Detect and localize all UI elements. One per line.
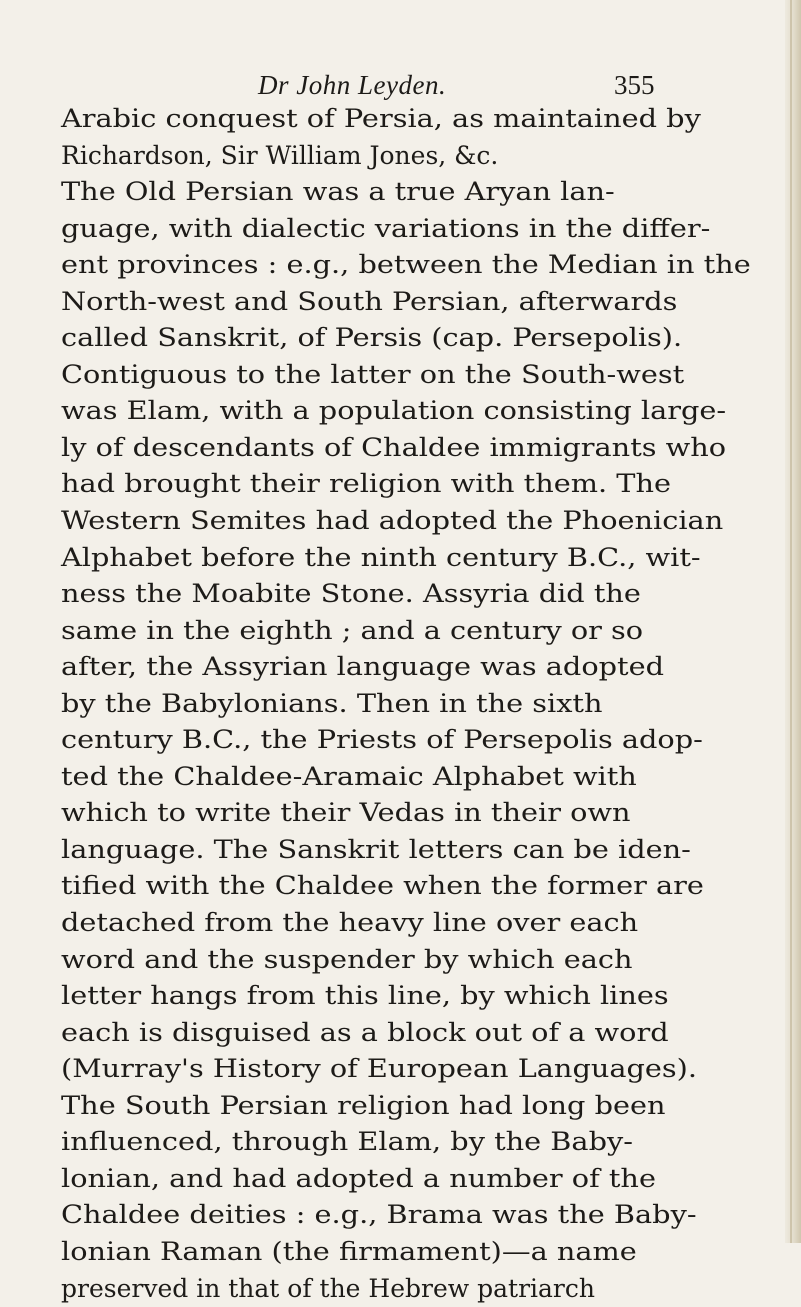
line-text: ly of descendants of Chaldee immigrants who bbox=[61, 430, 726, 467]
line-text: had brought their religion with them. The bbox=[61, 466, 671, 503]
line-text: Alphabet before the ninth century B.C., wit- bbox=[61, 540, 701, 577]
text-line bbox=[61, 320, 781, 357]
text-line bbox=[61, 1197, 781, 1234]
text-line bbox=[61, 613, 781, 650]
line-text: Chaldee deities : e.g., Brama was the Baby- bbox=[61, 1197, 697, 1234]
text-line bbox=[61, 978, 781, 1015]
text-line bbox=[61, 1161, 781, 1198]
text-line bbox=[61, 466, 781, 503]
line-text: influenced, through Elam, by the Baby- bbox=[61, 1124, 633, 1161]
text-line bbox=[61, 211, 781, 248]
text-line bbox=[61, 174, 781, 211]
line-text: ted the Chaldee-Aramaic Alphabet with bbox=[61, 759, 637, 796]
line-text: was Elam, with a population consisting large- bbox=[61, 393, 726, 430]
text-line bbox=[61, 138, 781, 175]
text-line bbox=[61, 649, 781, 686]
text-line bbox=[61, 1124, 781, 1161]
line-text: detached from the heavy line over each bbox=[61, 905, 638, 942]
text-line bbox=[61, 430, 781, 467]
line-text: ent provinces : e.g., between the Median in the bbox=[61, 247, 751, 284]
line-text: tified with the Chaldee when the former are bbox=[61, 868, 704, 905]
line-text: The South Persian religion had long been bbox=[61, 1088, 666, 1125]
line-text: after, the Assyrian language was adopted bbox=[61, 649, 664, 686]
page-number: 355 bbox=[614, 70, 655, 101]
text-line bbox=[61, 905, 781, 942]
text-line bbox=[61, 759, 781, 796]
text-line bbox=[61, 1088, 781, 1125]
line-text: ness the Moabite Stone. Assyria did the bbox=[61, 576, 641, 613]
line-text: which to write their Vedas in their own bbox=[61, 795, 631, 832]
text-line bbox=[61, 247, 781, 284]
text-line bbox=[61, 1015, 781, 1052]
line-text: century B.C., the Priests of Persepolis adop- bbox=[61, 722, 703, 759]
text-line bbox=[61, 101, 781, 138]
line-text: preserved in that of the Hebrew patriarch bbox=[61, 1271, 595, 1307]
text-line bbox=[61, 942, 781, 979]
line-text: The Old Persian was a true Aryan lan- bbox=[61, 174, 615, 211]
line-text: by the Babylonians. Then in the sixth bbox=[61, 686, 603, 723]
text-line bbox=[61, 576, 781, 613]
line-text: language. The Sanskrit letters can be iden- bbox=[61, 832, 691, 869]
body-text bbox=[61, 101, 781, 1307]
line-text: letter hangs from this line, by which lines bbox=[61, 978, 669, 1015]
line-text: North-west and South Persian, afterwards bbox=[61, 284, 677, 321]
line-text: called Sanskrit, of Persis (cap. Persepolis). bbox=[61, 320, 682, 357]
text-line bbox=[61, 1271, 781, 1307]
line-text: (Murray's History of European Languages). bbox=[61, 1051, 697, 1088]
text-line bbox=[61, 357, 781, 394]
line-text: word and the suspender by which each bbox=[61, 942, 633, 979]
line-text: Arabic conquest of Persia, as maintained by bbox=[61, 101, 701, 138]
line-text: Richardson, Sir William Jones, &c. bbox=[61, 138, 498, 175]
line-text: Western Semites had adopted the Phoenician bbox=[61, 503, 723, 540]
line-text: guage, with dialectic variations in the differ- bbox=[61, 211, 710, 248]
text-line bbox=[61, 284, 781, 321]
text-line bbox=[61, 540, 781, 577]
text-line bbox=[61, 393, 781, 430]
line-text: same in the eighth ; and a century or so bbox=[61, 613, 643, 650]
page-edge-line bbox=[790, 0, 792, 1243]
line-text: Contiguous to the latter on the South-west bbox=[61, 357, 684, 394]
line-text: each is disguised as a block out of a word bbox=[61, 1015, 669, 1052]
text-line bbox=[61, 503, 781, 540]
text-line bbox=[61, 795, 781, 832]
line-text: lonian Raman (the firmament)—a name bbox=[61, 1234, 637, 1271]
line-text: lonian, and had adopted a number of the bbox=[61, 1161, 656, 1198]
text-line bbox=[61, 722, 781, 759]
running-head: Dr John Leyden. bbox=[258, 70, 446, 101]
text-line bbox=[61, 1234, 781, 1271]
text-line bbox=[61, 1051, 781, 1088]
text-line bbox=[61, 686, 781, 723]
page-edge bbox=[785, 0, 801, 1243]
text-line bbox=[61, 868, 781, 905]
text-line bbox=[61, 832, 781, 869]
